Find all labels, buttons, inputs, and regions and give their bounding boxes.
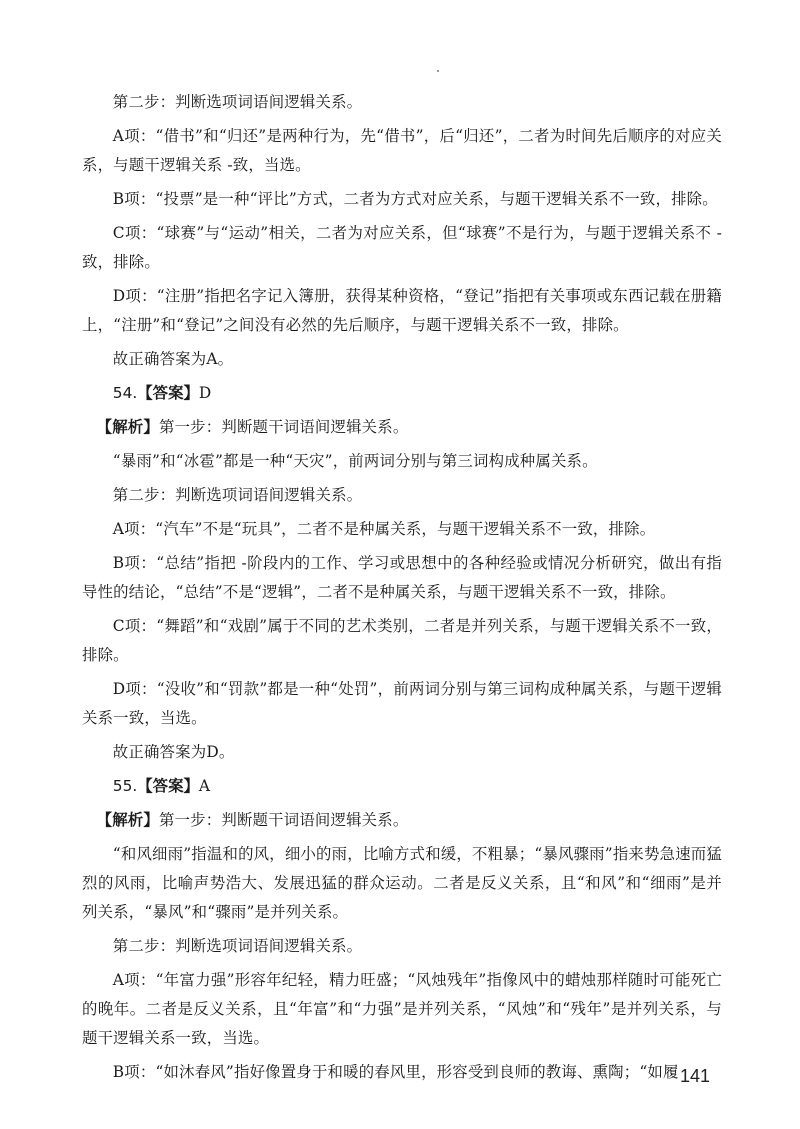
paragraph: 第二步：判断选项词语间逻辑关系。: [112, 93, 363, 111]
question-number: 55.: [112, 777, 138, 795]
question-number: 54.: [112, 384, 138, 402]
scan-speck: [437, 70, 439, 72]
answer-line-55: [82, 772, 722, 801]
document-body: [82, 88, 722, 1092]
answer-tag: 【答案】: [137, 777, 199, 795]
answer-tag: 【答案】: [137, 384, 199, 402]
analysis-line: [82, 413, 722, 442]
paragraph: B项：“总结”指把 -阶段内的工作、学习或思想中的各种经验或情况分析研究，做出有指导性的结论，“总结”不是“逻辑”，二者不是种属关系，与题干逻辑关系不一致，排除。: [82, 554, 722, 601]
paragraph: D项：“注册”指把名字记入簿册，获得某种资格，“登记”指把有关事项或东西记载在册籍上，“注册”和“登记”之间没有必然的先后顺序，与题干逻辑关系不一致，排除。: [82, 287, 722, 334]
paragraph: 故正确答案为D。: [112, 743, 235, 761]
paragraph: B项：“如沐春风”指好像置身于和暖的春风里，形容受到良师的教诲、熏陶；“如履: [112, 1063, 679, 1081]
paragraph: C项：“舞蹈”和“戏剧”属于不同的艺术类别，二者是并列关系，与题干逻辑关系不一致，排除。: [82, 617, 722, 664]
paragraph: 第二步：判断选项词语间逻辑关系。: [112, 937, 363, 955]
paragraph: “暴雨”和“冰雹”都是一种“天灾”，前两词分别与第三词构成种属关系。: [112, 452, 598, 470]
analysis-line: [82, 806, 722, 835]
paragraph: D项：“没收”和“罚款”都是一种“处罚”，前两词分别与第三词构成种属关系，与题干逻辑关系一致，当选。: [82, 680, 722, 727]
paragraph: A项：“年富力强”形容年纪轻，精力旺盛；“风烛残年”指像风中的蜡烛那样随时可能死亡的晚年。二者是反义关系，且“年富”和“力强”是并列关系，“风烛”和“残年”是并列关系，与题干逻辑关系一致，当选。: [82, 971, 722, 1047]
paragraph: “和风细雨”指温和的风，细小的雨，比喻方式和缓，不粗暴；“暴风骤雨”指来势急速而猛烈的风雨，比喻声势浩大、发展迅猛的群众运动。二者是反义关系，且“和风”和“细雨”是并列关系，“暴风”和“骤雨”是并列关系。: [82, 845, 722, 921]
answer-line-54: [82, 379, 722, 408]
analysis-text: 第一步：判断题干词语间逻辑关系。: [159, 811, 409, 829]
paragraph: 第二步：判断选项词语间逻辑关系。: [112, 486, 363, 504]
paragraph: 故正确答案为A。: [112, 350, 234, 368]
paragraph: A项：“汽车”不是“玩具”，二者不是种属关系，与题干逻辑关系不一致，排除。: [112, 520, 656, 538]
analysis-tag: 【解析】: [96, 418, 159, 436]
paragraph: C项：“球赛”与“运动”相关，二者为对应关系，但“球赛”不是行为，与题于逻辑关系不 -致，排除。: [82, 224, 722, 271]
paragraph: B项：“投票”是一种“评比”方式，二者为方式对应关系，与题干逻辑关系不一致，排除。: [112, 190, 718, 208]
analysis-tag: 【解析】: [96, 811, 159, 829]
answer-value: D: [198, 384, 212, 402]
paragraph: A项：“借书”和“归还”是两种行为，先“借书”，后“归还”，二者为时间先后顺序的对应关系，与题干逻辑关系 -致，当选。: [82, 127, 722, 174]
answer-value: A: [198, 777, 210, 795]
page-number: 141: [679, 1066, 710, 1086]
analysis-text: 第一步：判断题干词语间逻辑关系。: [159, 418, 409, 436]
